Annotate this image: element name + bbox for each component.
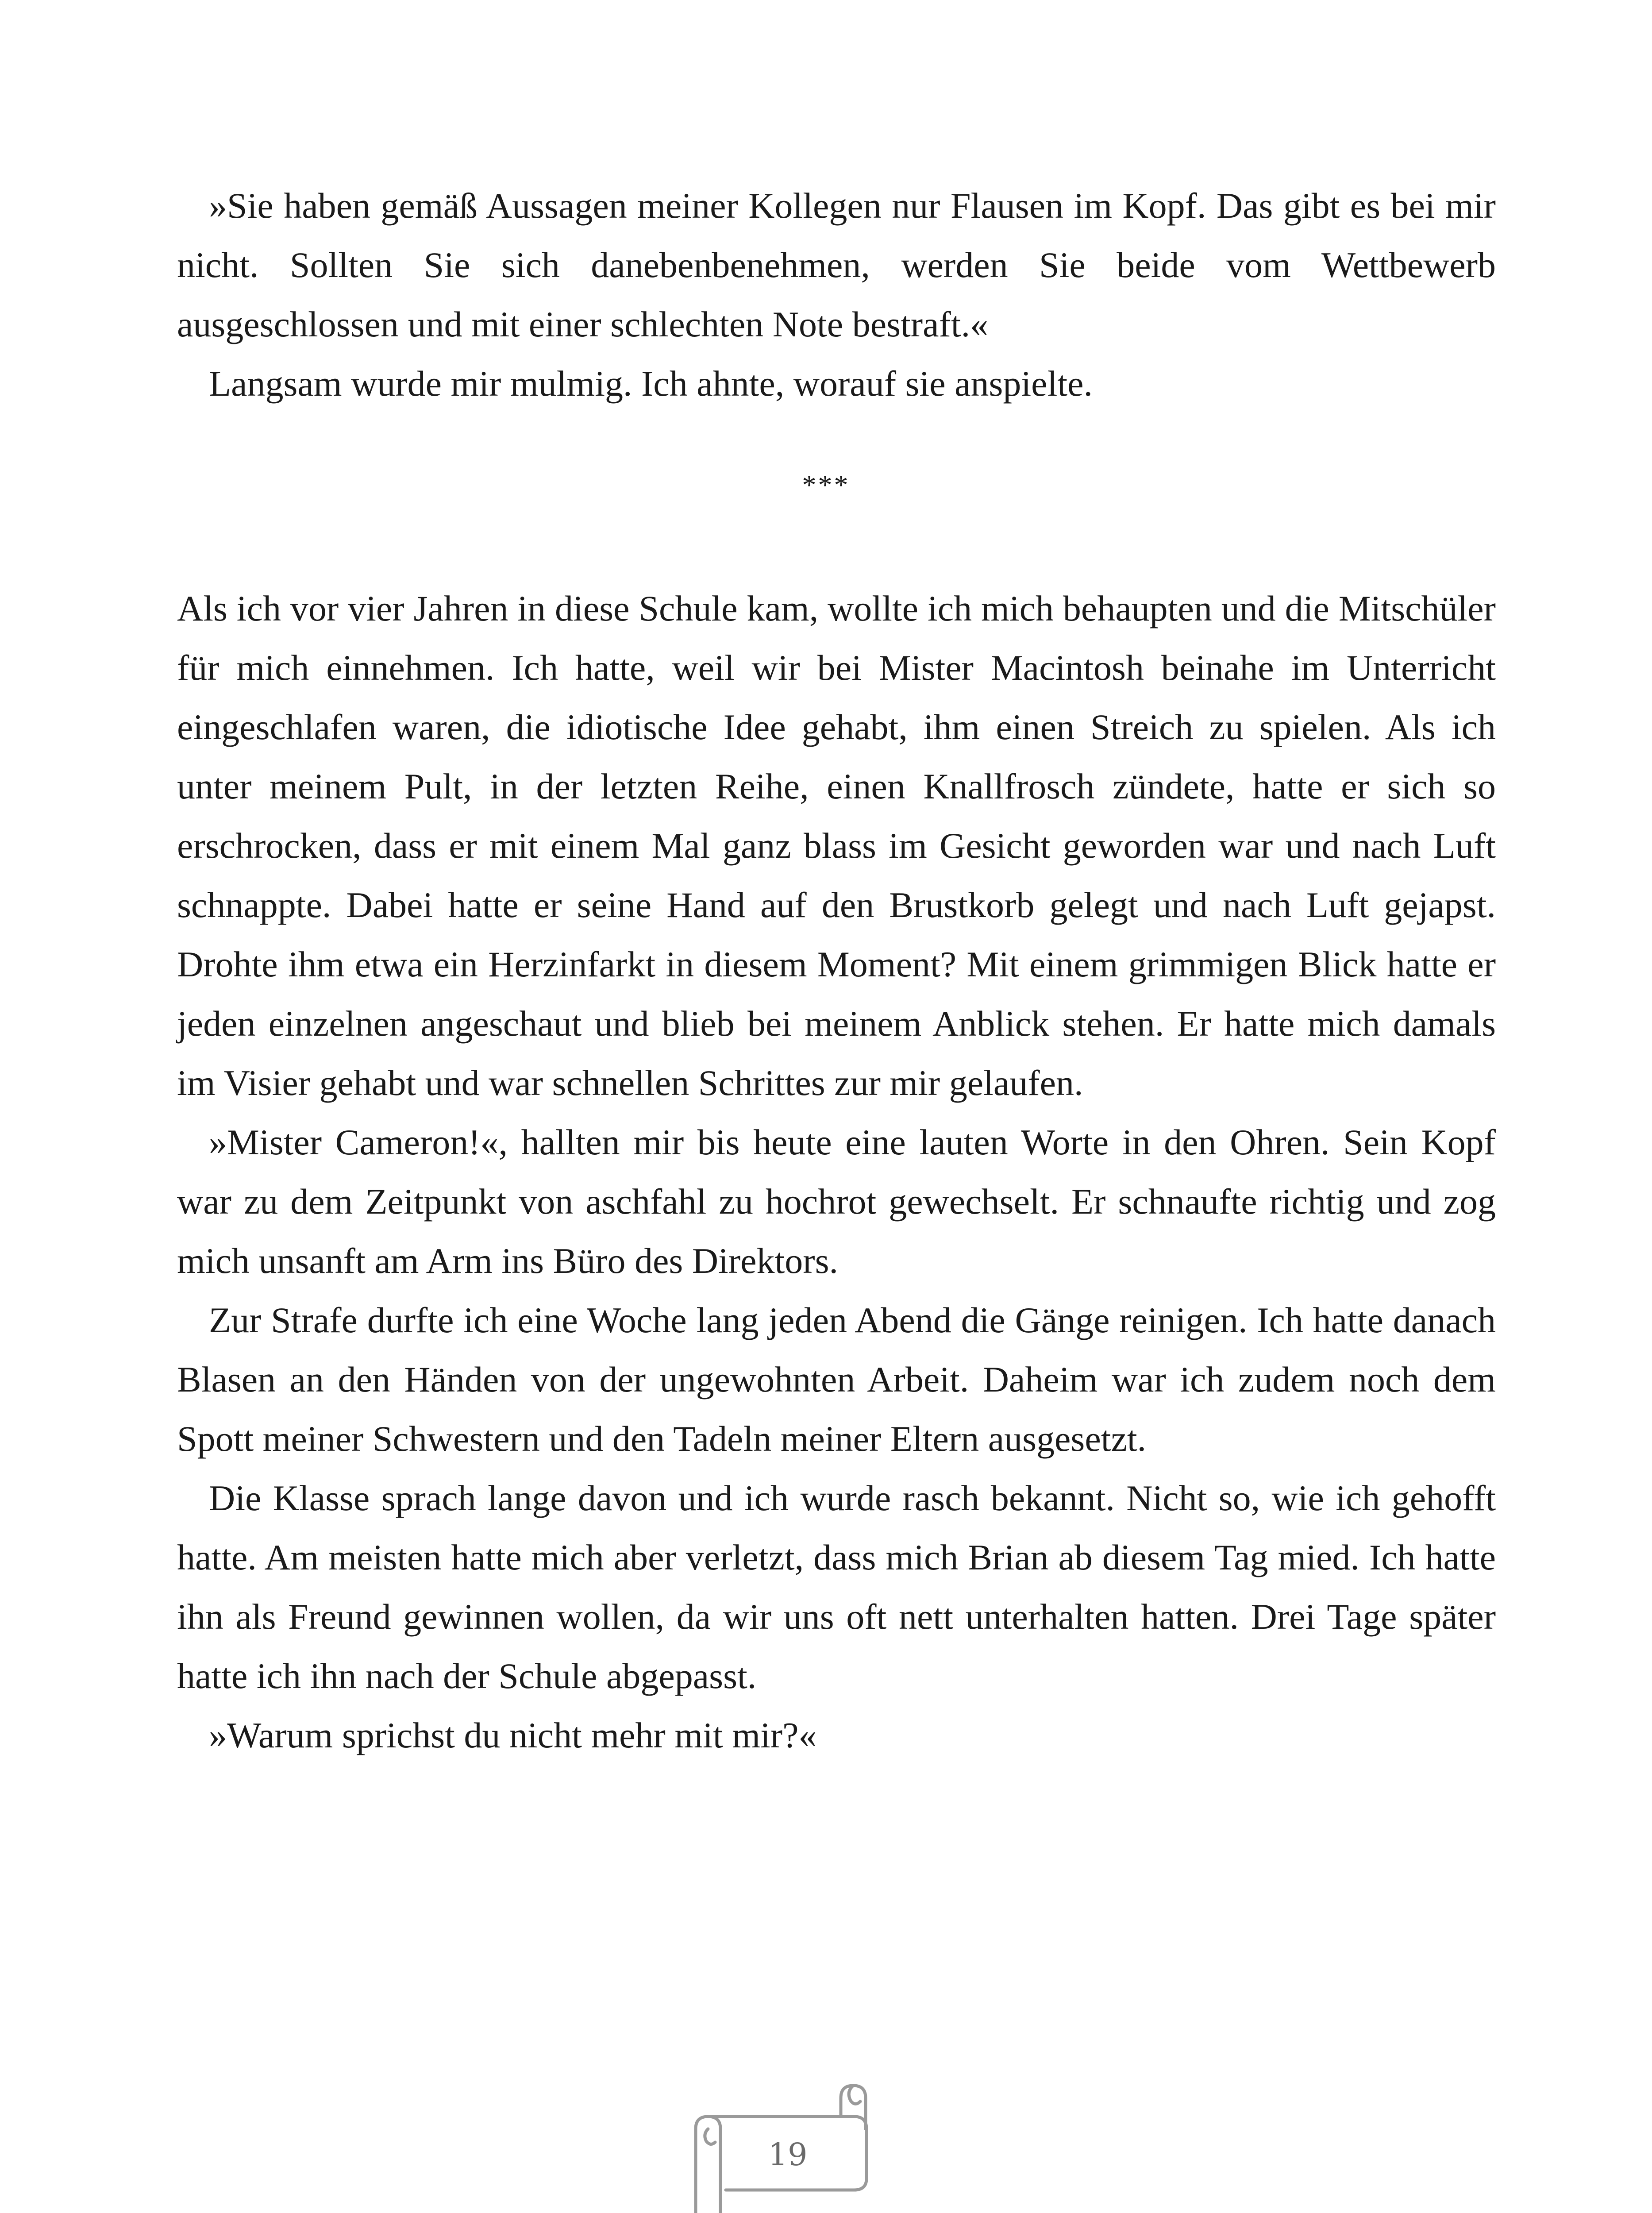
paragraph: Die Klasse sprach lange davon und ich wurde rasch bekannt. Nicht so, wie ich gehofft hatte. Am meisten hatte mich aber verletzt, dass mich Brian ab diesem Tag mied. Ich hatte ihn als Freund gewinnen wollen, da wir uns oft nett unterhalten hatten. Drei Tage später hatte ich ihn nach der Schule abgepasst. xyxy=(177,1478,1496,1696)
paragraph: Als ich vor vier Jahren in diese Schule kam, wollte ich mich behaupten und die Mitschüler für mich einnehmen. Ich hatte, weil wir bei Mister Macintosh beinahe im Unterricht eingeschlafen waren, die idiotische Idee gehabt, ihm einen Streich zu spielen. Als ich unter meinem Pult, in der letzten Reihe, einen Knallfrosch zündete, hatte er sich so erschrocken, dass er mit einem Mal ganz blass im Gesicht geworden war und nach Luft schnappte. Dabei hatte er seine Hand auf den Brustkorb gelegt und nach Luft gejapst. Drohte ihm etwa ein Herzinfarkt in diesem Moment? Mit einem grimmigen Blick hatte er jeden einzelnen angeschaut und blieb bei meinem Anblick stehen. Er hatte mich damals im Visier gehabt und war schnellen Schrittes zur mir gelaufen. xyxy=(177,588,1496,1103)
scene-break: *** xyxy=(802,469,850,501)
text-section-main xyxy=(177,579,1496,1765)
paragraph: »Mister Cameron!«, hallten mir bis heute eine lauten Worte in den Ohren. Sein Kopf war zu dem Zeitpunkt von aschfahl zu hochrot gewechselt. Er schnaufte richtig und zog mich unsanft am Arm ins Büro des Direktors. xyxy=(177,1122,1496,1281)
paragraph: »Warum sprichst du nicht mehr mit mir?« xyxy=(209,1715,817,1755)
text-section-top xyxy=(177,176,1496,413)
page-number-badge xyxy=(682,2080,876,2213)
page-number: 19 xyxy=(768,2136,808,2173)
paragraph: »Sie haben gemäß Aussagen meiner Kollegen nur Flausen im Kopf. Das gibt es bei mir nicht. Sollten Sie sich danebenbenehmen, werden Sie beide vom Wettbewerb ausgeschlossen und mit einer schlechten Note bestraft.« xyxy=(177,185,1496,344)
paragraph: Langsam wurde mir mulmig. Ich ahnte, worauf sie anspielte. xyxy=(209,363,1093,404)
paragraph: Zur Strafe durfte ich eine Woche lang jeden Abend die Gänge reinigen. Ich hatte danach Blasen an den Händen von der ungewohnten Arbeit. Daheim war ich zudem noch dem Spott meiner Schwestern und den Tadeln meiner Eltern ausgesetzt. xyxy=(177,1300,1496,1459)
